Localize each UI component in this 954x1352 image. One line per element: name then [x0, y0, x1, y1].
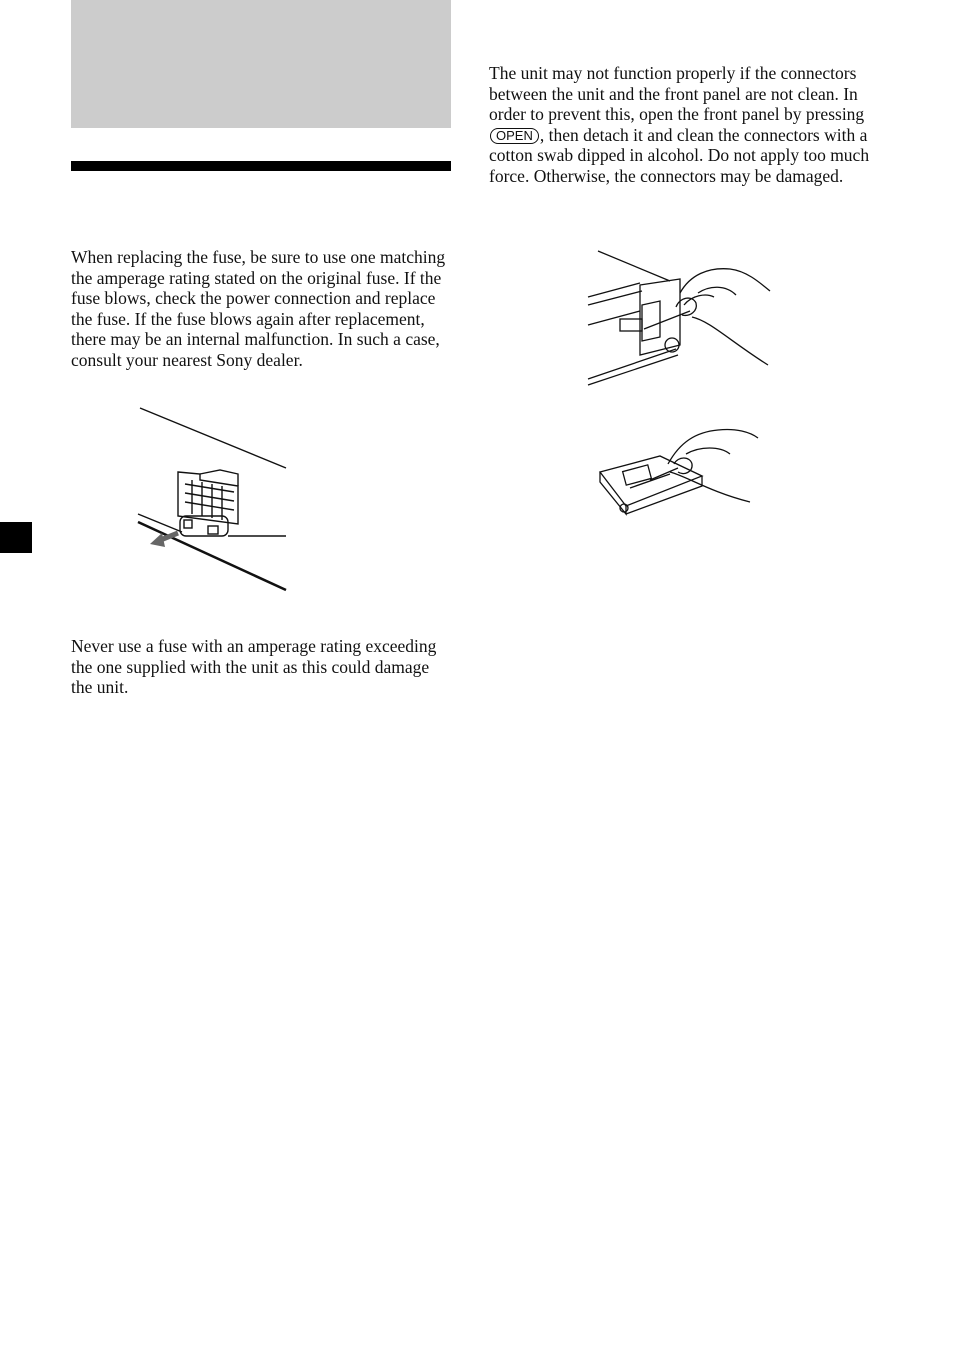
- fuse-removal-illustration: [130, 400, 290, 595]
- open-key: OPEN: [490, 128, 539, 144]
- connector-text-before-key: The unit may not function properly if the connectors between the unit and the front panel are not clean. In order to prevent this, open the front panel by pressing: [489, 63, 865, 125]
- front-panel-cleaning-illustration: [590, 418, 770, 518]
- connector-text-after-key: , then detach it and clean the connectors with a cotton swab dipped in alcohol. Do not apply too much force. Otherwise, the connectors may be damaged.: [489, 124, 870, 186]
- unit-connector-cleaning-illustration: [580, 245, 780, 395]
- header-gray-block: [71, 0, 451, 128]
- fuse-warning-text: Never use a fuse with an amperage rating exceeding the one supplied with the unit as this could damage the unit.: [71, 636, 437, 698]
- page-side-tab: [0, 522, 32, 553]
- connector-cleaning-text: [489, 63, 879, 187]
- section-rule: [71, 161, 451, 171]
- fuse-replacement-text: When replacing the fuse, be sure to use one matching the amperage rating stated on the original fuse. If the fuse blows, check the power connection and replace the fuse. If the fuse blows again after replacement, there may be an internal malfunction. In such a case, consult your nearest Sony dealer.: [71, 247, 446, 370]
